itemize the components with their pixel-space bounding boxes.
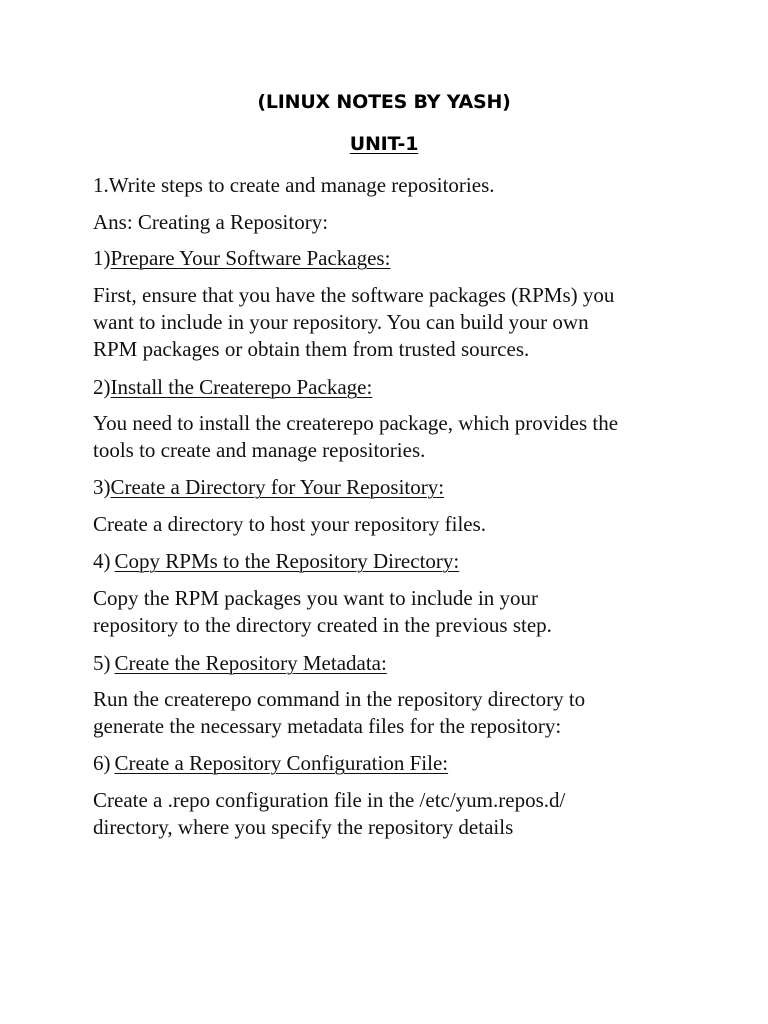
answer-intro: Ans: Creating a Repository: xyxy=(93,210,329,234)
step-body-line: Copy the RPM packages you want to include in your xyxy=(93,586,539,610)
step-heading-4 xyxy=(93,548,693,575)
step-body-line: Create a .repo configuration file in the /etc/yum.repos.d/ xyxy=(93,788,566,812)
step-heading-6 xyxy=(93,750,693,777)
unit-heading: UNIT-1 xyxy=(349,133,419,155)
step-body-line: Run the createrepo command in the repository directory to xyxy=(93,687,586,711)
document-title: (LINUX NOTES BY YASH) xyxy=(257,91,511,113)
step-body-line: tools to create and manage repositories. xyxy=(93,438,426,462)
step-body-line: First, ensure that you have the software packages (RPMs) you xyxy=(93,283,615,307)
step-body-line: want to include in your repository. You can build your own xyxy=(93,310,589,334)
step-body-line: directory, where you specify the repository details xyxy=(93,815,514,839)
step-title: Create a Repository Configuration File: xyxy=(114,751,449,775)
step-number: 6) xyxy=(93,751,111,775)
step-number: 4) xyxy=(93,549,111,573)
step-number: 2) xyxy=(93,375,111,399)
step-title: Copy RPMs to the Repository Directory: xyxy=(114,549,460,573)
step-body-line: RPM packages or obtain them from trusted sources. xyxy=(93,337,530,361)
step-body-line: Create a directory to host your repository files. xyxy=(93,512,487,536)
step-heading-2 xyxy=(93,374,693,401)
step-title: Prepare Your Software Packages: xyxy=(110,246,391,270)
step-body-line: You need to install the createrepo package, which provides the xyxy=(93,411,619,435)
step-title: Create the Repository Metadata: xyxy=(114,651,387,675)
step-title: Install the Createrepo Package: xyxy=(110,375,373,399)
step-heading-1 xyxy=(93,245,693,272)
question-text: 1.Write steps to create and manage repositories. xyxy=(93,173,495,197)
step-title: Create a Directory for Your Repository: xyxy=(110,475,445,499)
step-heading-3 xyxy=(93,474,693,501)
step-number: 3) xyxy=(93,475,111,499)
step-number: 1) xyxy=(93,246,111,270)
step-heading-5 xyxy=(93,650,693,677)
step-number: 5) xyxy=(93,651,111,675)
step-body-line: repository to the directory created in the previous step. xyxy=(93,613,552,637)
step-body-line: generate the necessary metadata files for the repository: xyxy=(93,714,562,738)
